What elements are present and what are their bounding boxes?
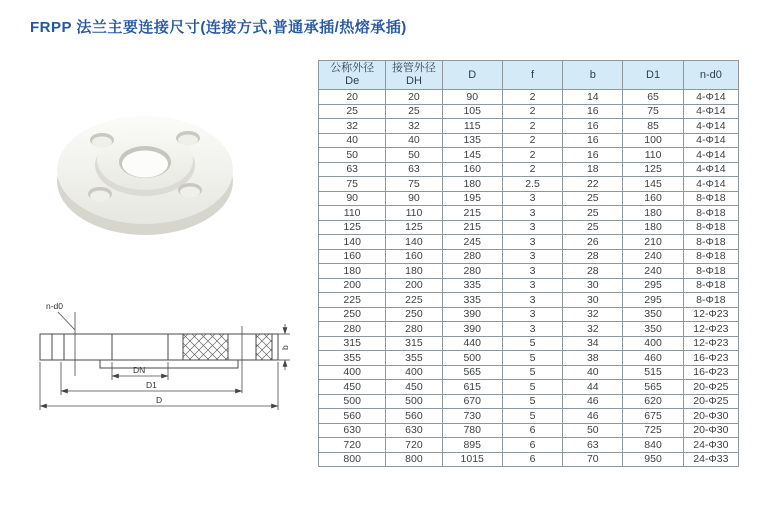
table-cell: 3 <box>502 206 562 221</box>
table-cell: 245 <box>442 235 502 250</box>
table-cell: 195 <box>442 191 502 206</box>
table-cell: 32 <box>563 322 623 337</box>
table-cell: 46 <box>563 409 623 424</box>
table-cell: 4-Φ14 <box>683 90 738 105</box>
table-cell: 16 <box>563 104 623 119</box>
table-cell: 620 <box>623 394 683 409</box>
dimension-table <box>318 60 739 467</box>
table-row <box>319 409 739 424</box>
table-cell: 25 <box>563 220 623 235</box>
table-row <box>319 351 739 366</box>
table-cell: 22 <box>563 177 623 192</box>
table-cell: 160 <box>319 249 386 264</box>
table-cell: 675 <box>623 409 683 424</box>
table-cell: 3 <box>502 264 562 279</box>
table-cell: 12-Φ23 <box>683 307 738 322</box>
table-cell: 720 <box>319 438 386 453</box>
table-cell: 8-Φ18 <box>683 206 738 221</box>
table-cell: 295 <box>623 278 683 293</box>
table-cell: 460 <box>623 351 683 366</box>
table-cell: 350 <box>623 307 683 322</box>
table-cell: 110 <box>623 148 683 163</box>
table-cell: 500 <box>386 394 442 409</box>
table-cell: 90 <box>319 191 386 206</box>
table-cell: 30 <box>563 278 623 293</box>
table-cell: 280 <box>442 264 502 279</box>
table-cell: 1015 <box>442 452 502 467</box>
table-cell: 6 <box>502 438 562 453</box>
table-cell: 50 <box>319 148 386 163</box>
table-cell: 145 <box>623 177 683 192</box>
table-cell: 18 <box>563 162 623 177</box>
table-cell: 20-Φ25 <box>683 394 738 409</box>
column-header: D1 <box>623 61 683 90</box>
table-cell: 670 <box>442 394 502 409</box>
table-cell: 3 <box>502 293 562 308</box>
flange-photo <box>50 90 240 240</box>
table-row <box>319 423 739 438</box>
table-cell: 50 <box>563 423 623 438</box>
flange-drawing-image <box>28 296 293 421</box>
table-cell: 4-Φ14 <box>683 177 738 192</box>
table-row <box>319 235 739 250</box>
table-cell: 2 <box>502 90 562 105</box>
table-cell: 215 <box>442 206 502 221</box>
table-cell: 85 <box>623 119 683 134</box>
table-cell: 4-Φ14 <box>683 119 738 134</box>
table-cell: 25 <box>563 206 623 221</box>
table-cell: 5 <box>502 409 562 424</box>
table-cell: 4-Φ14 <box>683 148 738 163</box>
table-cell: 20-Φ25 <box>683 380 738 395</box>
column-header: b <box>563 61 623 90</box>
table-cell: 3 <box>502 278 562 293</box>
table-cell: 440 <box>442 336 502 351</box>
table-cell: 3 <box>502 249 562 264</box>
table-cell: 8-Φ18 <box>683 293 738 308</box>
table-cell: 125 <box>623 162 683 177</box>
table-cell: 26 <box>563 235 623 250</box>
table-cell: 725 <box>623 423 683 438</box>
table-cell: 40 <box>319 133 386 148</box>
table-row <box>319 293 739 308</box>
table-cell: 3 <box>502 307 562 322</box>
table-cell: 3 <box>502 235 562 250</box>
table-cell: 4-Φ14 <box>683 104 738 119</box>
table-cell: 160 <box>386 249 442 264</box>
table-cell: 4-Φ14 <box>683 133 738 148</box>
flange-photo-image <box>50 90 240 240</box>
table-cell: 180 <box>623 220 683 235</box>
dim-label-d1: D1 <box>146 380 157 390</box>
table-row <box>319 162 739 177</box>
table-cell: 65 <box>623 90 683 105</box>
table-cell: 32 <box>319 119 386 134</box>
table-cell: 160 <box>442 162 502 177</box>
table-cell: 250 <box>319 307 386 322</box>
table-cell: 12-Φ23 <box>683 336 738 351</box>
table-cell: 280 <box>386 322 442 337</box>
table-cell: 720 <box>386 438 442 453</box>
table-cell: 180 <box>442 177 502 192</box>
table-cell: 2 <box>502 104 562 119</box>
table-row <box>319 191 739 206</box>
table-row <box>319 438 739 453</box>
table-row <box>319 394 739 409</box>
table-cell: 5 <box>502 380 562 395</box>
table-cell: 16 <box>563 133 623 148</box>
table-cell: 20-Φ30 <box>683 423 738 438</box>
table-cell: 40 <box>386 133 442 148</box>
table-row <box>319 249 739 264</box>
table-cell: 200 <box>319 278 386 293</box>
table-row <box>319 380 739 395</box>
table-cell: 250 <box>386 307 442 322</box>
table-cell: 565 <box>442 365 502 380</box>
table-cell: 140 <box>386 235 442 250</box>
table-cell: 24-Φ30 <box>683 438 738 453</box>
table-cell: 335 <box>442 293 502 308</box>
table-row <box>319 206 739 221</box>
table-cell: 500 <box>319 394 386 409</box>
table-cell: 100 <box>623 133 683 148</box>
table-cell: 28 <box>563 249 623 264</box>
table-cell: 75 <box>319 177 386 192</box>
table-cell: 145 <box>442 148 502 163</box>
table-cell: 450 <box>386 380 442 395</box>
table-cell: 110 <box>386 206 442 221</box>
dim-label-b: b <box>280 345 290 350</box>
table-cell: 125 <box>386 220 442 235</box>
dim-label-d: D <box>156 395 163 405</box>
table-cell: 840 <box>623 438 683 453</box>
table-row <box>319 336 739 351</box>
table-cell: 25 <box>386 104 442 119</box>
dim-label-n-d0: n-d0 <box>46 301 64 311</box>
table-cell: 16-Φ23 <box>683 365 738 380</box>
table-row <box>319 452 739 467</box>
table-cell: 315 <box>319 336 386 351</box>
table-cell: 38 <box>563 351 623 366</box>
column-header: D <box>442 61 502 90</box>
table-cell: 14 <box>563 90 623 105</box>
table-cell: 225 <box>386 293 442 308</box>
table-row <box>319 264 739 279</box>
table-cell: 125 <box>319 220 386 235</box>
table-cell: 560 <box>319 409 386 424</box>
table-cell: 34 <box>563 336 623 351</box>
table-cell: 180 <box>623 206 683 221</box>
table-cell: 800 <box>319 452 386 467</box>
table-cell: 8-Φ18 <box>683 264 738 279</box>
table-cell: 615 <box>442 380 502 395</box>
table-cell: 105 <box>442 104 502 119</box>
table-cell: 30 <box>563 293 623 308</box>
table-cell: 63 <box>319 162 386 177</box>
table-cell: 90 <box>386 191 442 206</box>
table-cell: 3 <box>502 322 562 337</box>
table-cell: 400 <box>319 365 386 380</box>
table-cell: 2.5 <box>502 177 562 192</box>
table-cell: 355 <box>386 351 442 366</box>
table-cell: 115 <box>442 119 502 134</box>
table-cell: 225 <box>319 293 386 308</box>
table-cell: 280 <box>442 249 502 264</box>
dimension-table-grid <box>318 60 739 467</box>
table-cell: 3 <box>502 220 562 235</box>
table-cell: 500 <box>442 351 502 366</box>
column-header: f <box>502 61 562 90</box>
table-cell: 75 <box>623 104 683 119</box>
table-cell: 44 <box>563 380 623 395</box>
table-cell: 2 <box>502 133 562 148</box>
table-cell: 40 <box>563 365 623 380</box>
dimension-table-head-row <box>319 61 739 90</box>
table-cell: 50 <box>386 148 442 163</box>
table-cell: 63 <box>563 438 623 453</box>
table-row <box>319 365 739 380</box>
table-row <box>319 119 739 134</box>
table-cell: 895 <box>442 438 502 453</box>
table-row <box>319 133 739 148</box>
table-row <box>319 148 739 163</box>
table-row <box>319 90 739 105</box>
table-cell: 3 <box>502 191 562 206</box>
table-cell: 350 <box>623 322 683 337</box>
table-row <box>319 307 739 322</box>
table-cell: 110 <box>319 206 386 221</box>
column-header: 公称外径 De <box>319 61 386 90</box>
table-cell: 780 <box>442 423 502 438</box>
table-cell: 315 <box>386 336 442 351</box>
dim-label-dn: DN <box>133 365 146 375</box>
table-cell: 16 <box>563 119 623 134</box>
table-cell: 75 <box>386 177 442 192</box>
table-row <box>319 278 739 293</box>
table-row <box>319 177 739 192</box>
table-cell: 8-Φ18 <box>683 191 738 206</box>
table-row <box>319 220 739 235</box>
table-cell: 28 <box>563 264 623 279</box>
table-cell: 515 <box>623 365 683 380</box>
flange-drawing <box>28 296 293 421</box>
table-cell: 2 <box>502 162 562 177</box>
table-cell: 20 <box>386 90 442 105</box>
table-cell: 215 <box>442 220 502 235</box>
table-cell: 24-Φ33 <box>683 452 738 467</box>
table-cell: 200 <box>386 278 442 293</box>
table-cell: 5 <box>502 336 562 351</box>
table-cell: 8-Φ18 <box>683 278 738 293</box>
table-cell: 63 <box>386 162 442 177</box>
table-cell: 630 <box>386 423 442 438</box>
table-cell: 8-Φ18 <box>683 249 738 264</box>
column-header: 接管外径 DH <box>386 61 442 90</box>
table-cell: 140 <box>319 235 386 250</box>
table-cell: 355 <box>319 351 386 366</box>
table-cell: 5 <box>502 365 562 380</box>
table-cell: 390 <box>442 307 502 322</box>
table-cell: 2 <box>502 119 562 134</box>
table-cell: 8-Φ18 <box>683 220 738 235</box>
table-cell: 6 <box>502 423 562 438</box>
table-cell: 2 <box>502 148 562 163</box>
table-cell: 32 <box>386 119 442 134</box>
table-cell: 210 <box>623 235 683 250</box>
table-cell: 180 <box>319 264 386 279</box>
table-cell: 450 <box>319 380 386 395</box>
table-cell: 295 <box>623 293 683 308</box>
table-cell: 6 <box>502 452 562 467</box>
dimension-table-body <box>319 90 739 467</box>
table-cell: 400 <box>386 365 442 380</box>
table-cell: 4-Φ14 <box>683 162 738 177</box>
table-cell: 390 <box>442 322 502 337</box>
page-title: FRPP 法兰主要连接尺寸(连接方式,普通承插/热熔承插) <box>30 19 407 36</box>
table-cell: 240 <box>623 249 683 264</box>
table-cell: 280 <box>319 322 386 337</box>
table-cell: 5 <box>502 394 562 409</box>
table-cell: 180 <box>386 264 442 279</box>
table-cell: 5 <box>502 351 562 366</box>
table-row <box>319 104 739 119</box>
table-cell: 630 <box>319 423 386 438</box>
table-cell: 240 <box>623 264 683 279</box>
table-cell: 16 <box>563 148 623 163</box>
table-cell: 335 <box>442 278 502 293</box>
table-cell: 160 <box>623 191 683 206</box>
table-cell: 12-Φ23 <box>683 322 738 337</box>
table-cell: 8-Φ18 <box>683 235 738 250</box>
table-cell: 70 <box>563 452 623 467</box>
table-cell: 46 <box>563 394 623 409</box>
table-cell: 32 <box>563 307 623 322</box>
table-cell: 560 <box>386 409 442 424</box>
table-cell: 730 <box>442 409 502 424</box>
table-cell: 135 <box>442 133 502 148</box>
table-cell: 800 <box>386 452 442 467</box>
table-cell: 90 <box>442 90 502 105</box>
table-cell: 20 <box>319 90 386 105</box>
table-cell: 950 <box>623 452 683 467</box>
table-cell: 25 <box>563 191 623 206</box>
table-cell: 20-Φ30 <box>683 409 738 424</box>
table-cell: 16-Φ23 <box>683 351 738 366</box>
column-header: n-d0 <box>683 61 738 90</box>
table-row <box>319 322 739 337</box>
table-cell: 400 <box>623 336 683 351</box>
table-cell: 565 <box>623 380 683 395</box>
table-cell: 25 <box>319 104 386 119</box>
